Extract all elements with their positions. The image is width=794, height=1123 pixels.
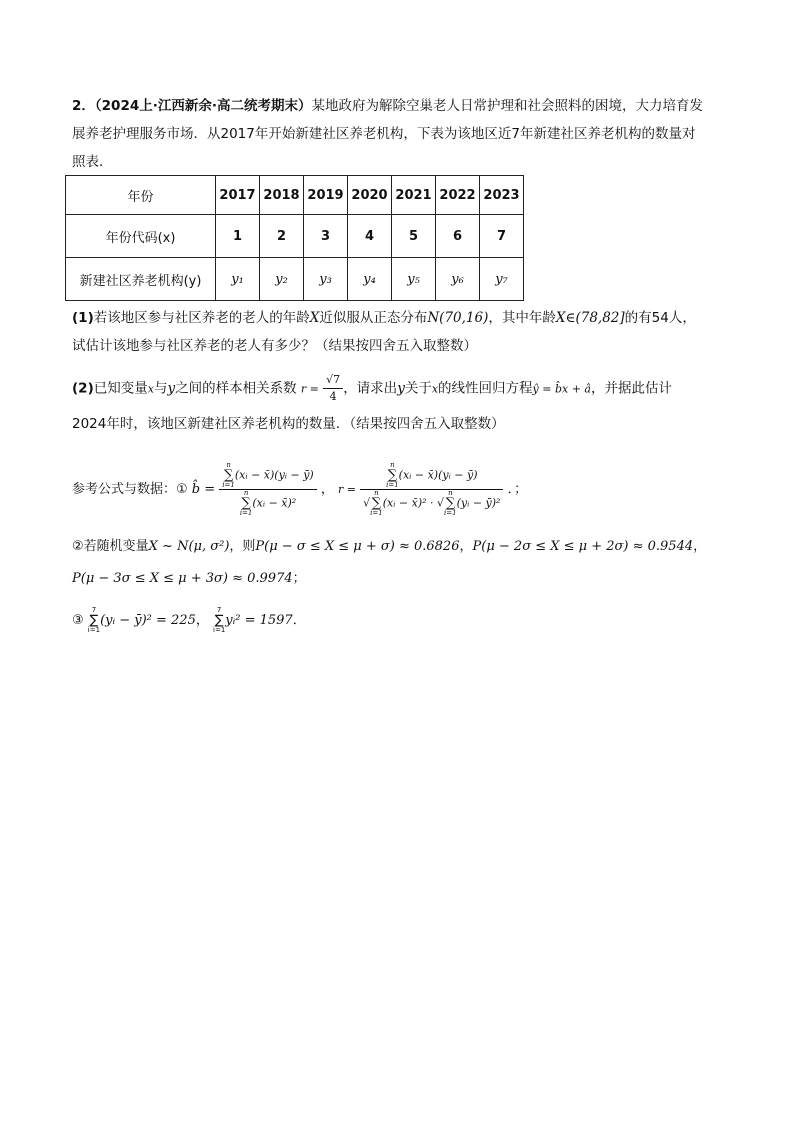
sum-symbol: 7 ∑ i=1 <box>213 606 226 634</box>
b-num-expr: (xᵢ − x̄)(yᵢ − ȳ) <box>234 468 314 482</box>
q2-text: ，并据此估计 <box>590 380 672 397</box>
ref3-label: ③ <box>72 613 84 628</box>
r-den-a: (xᵢ − x̄)² <box>382 496 427 510</box>
q2-var-y: y <box>397 380 405 397</box>
table-cell: 2021 <box>392 176 436 215</box>
question-1-label: (1) <box>72 310 94 326</box>
reference-tail: ．； <box>507 482 528 497</box>
sum-top: 7 <box>91 606 97 614</box>
ref2-end3: ； <box>292 571 306 586</box>
sum-symbol: n ∑ i=1 <box>444 489 457 517</box>
sum-top: n <box>226 461 231 469</box>
r-num-expr: (xᵢ − x̄)(yᵢ − ȳ) <box>398 468 478 482</box>
sum-symbol: n ∑ i=1 <box>239 489 253 517</box>
ref2-prob-2: P(μ − 2σ ≤ X ≤ μ + 2σ) ≈ 0.9544 <box>472 539 694 554</box>
r-numerator <box>360 462 503 490</box>
q2-var-x: x <box>147 382 154 396</box>
reference-normal-line1 <box>72 537 706 557</box>
sum-symbol: n ∑ i=1 <box>386 461 399 489</box>
b-hat-fraction <box>219 462 316 517</box>
table-cell: 2022 <box>436 176 480 215</box>
q1-var: X <box>309 310 320 326</box>
r-denominator: √n ∑ i=1(xᵢ − x̄)² · √n ∑ i=1(yᵢ − ȳ)² <box>363 489 501 517</box>
question-2-line2: 2024年时，该地区新建社区养老机构的数量．（结果按四舍五入取整数） <box>72 416 505 432</box>
table-cell: y₇ <box>480 258 524 301</box>
sum-symbol: n ∑ i=1 <box>222 461 235 489</box>
sum-symbol: n ∑ i=1 <box>370 489 383 517</box>
reference-sums <box>72 606 306 636</box>
sum-top: n <box>390 461 395 469</box>
ref3-sum-2: yᵢ² = 1597 <box>225 613 293 628</box>
table-row-year <box>66 176 524 215</box>
q2-var-y: y <box>167 380 176 397</box>
table-header-count: 新建社区养老机构(y) <box>66 258 216 301</box>
q1-text: 近似服从正态分布 <box>319 310 428 326</box>
table-header-code: 年份代码(x) <box>66 215 216 258</box>
problem-intro-line2: 展养老护理服务市场．从2017年开始新建社区养老机构，下表为该地区近7年新建社区养老机构的数量对 <box>72 126 696 142</box>
ref2-prob-3: P(μ − 3σ ≤ X ≤ μ + 3σ) ≈ 0.9974 <box>72 571 293 586</box>
question-1-line1 <box>72 308 696 328</box>
r-fraction <box>360 462 503 517</box>
q2-text: 关于 <box>404 380 432 397</box>
q1-text: 若该地区参与社区养老的老人的年龄 <box>93 310 310 326</box>
table-cell: 2023 <box>480 176 524 215</box>
ref2-prob-1: P(μ − σ ≤ X ≤ μ + σ) ≈ 0.6826 <box>255 539 460 554</box>
sum-bottom: i=1 <box>213 626 226 634</box>
table-cell: 6 <box>436 215 480 258</box>
sum-bottom: i=1 <box>239 509 253 517</box>
table-cell: y₄ <box>348 258 392 301</box>
q2-r-den: 4 <box>329 390 337 403</box>
ref2-distribution: X ~ N(μ, σ²) <box>148 539 230 554</box>
q2-r-fraction <box>323 372 343 405</box>
problem-intro-line1 <box>72 96 703 116</box>
reference-label: 参考公式与数据：① <box>72 482 188 497</box>
table-cell: y₃ <box>304 258 348 301</box>
sum-bottom: i=1 <box>386 481 399 489</box>
q1-text: ，其中年龄 <box>488 310 556 326</box>
sum-bottom: i=1 <box>222 481 235 489</box>
table-cell: y₆ <box>436 258 480 301</box>
sum-bottom: i=1 <box>444 509 457 517</box>
table-cell: 2 <box>260 215 304 258</box>
ref2-label: ②若随机变量 <box>72 539 149 554</box>
sum-top: n <box>448 489 453 497</box>
table-cell: 2017 <box>216 176 260 215</box>
problem-number: 2． <box>72 98 95 114</box>
table-header-year: 年份 <box>66 176 216 215</box>
table-cell: y₂ <box>260 258 304 301</box>
ref3-end: ． <box>292 613 306 628</box>
b-hat-lhs: b̂ = <box>191 482 216 497</box>
q2-text: 与 <box>153 380 168 397</box>
ref3-sep: ， <box>195 613 209 628</box>
problem-intro-line3: 照表． <box>72 154 113 170</box>
table-cell: 2018 <box>260 176 304 215</box>
q2-text: ，请求出 <box>343 380 398 397</box>
q2-equation: ŷ = b̂x + â <box>532 382 591 396</box>
b-hat-numerator <box>219 462 316 490</box>
table-cell: y₅ <box>392 258 436 301</box>
q2-var-x: x <box>431 382 439 396</box>
sum-symbol: 7 ∑ i=1 <box>87 606 101 634</box>
problem-text: 某地政府为解除空巢老人日常护理和社会照料的困境，大力培育发 <box>311 98 703 114</box>
q1-range: X∈(78,82] <box>555 310 625 326</box>
sum-top: n <box>243 489 249 497</box>
question-1-line2: 试估计该地参与社区养老的老人有多少？（结果按四舍五入取整数） <box>72 338 477 354</box>
q2-r-lhs: r = <box>300 382 319 396</box>
sum-top: 7 <box>216 606 222 614</box>
table-cell: 2019 <box>304 176 348 215</box>
table-cell: 5 <box>392 215 436 258</box>
q2-text: 已知变量 <box>93 380 148 397</box>
table-cell: y₁ <box>216 258 260 301</box>
question-2-line1 <box>72 372 672 405</box>
r-lhs: r = <box>338 483 356 496</box>
q2-r-num: √7 <box>323 372 343 389</box>
table-row-code <box>66 215 524 258</box>
question-2-label: (2) <box>72 380 94 397</box>
q1-text: 的有54人， <box>624 310 696 326</box>
separator: ， <box>320 482 334 497</box>
ref2-end: ， <box>693 539 707 554</box>
table-cell: 4 <box>348 215 392 258</box>
table-cell: 2020 <box>348 176 392 215</box>
table-cell: 1 <box>216 215 260 258</box>
ref2-text: ，则 <box>229 539 256 554</box>
problem-source: （2024上·江西新余·高二统考期末） <box>94 98 312 114</box>
table-cell: 7 <box>480 215 524 258</box>
table-cell: 3 <box>304 215 348 258</box>
sum-bottom: i=1 <box>370 509 383 517</box>
sum-top: n <box>374 489 379 497</box>
reference-formulas <box>72 462 527 518</box>
sum-bottom: i=1 <box>87 626 101 634</box>
r-den-b: (yᵢ − ȳ)² <box>456 496 501 510</box>
q2-text: 之间的样本相关系数 <box>175 380 297 397</box>
ref3-sum-1: (yᵢ − ȳ)² = 225 <box>100 613 196 628</box>
reference-normal-line2 <box>72 569 306 589</box>
b-den-expr: (xᵢ − x̄)² <box>252 496 297 510</box>
q1-distribution: N(70,16) <box>427 310 489 326</box>
q2-text: 的线性回归方程 <box>438 380 533 397</box>
data-table <box>65 175 524 301</box>
ref2-sep: ， <box>459 539 473 554</box>
table-row-count <box>66 258 524 301</box>
b-hat-denominator <box>219 490 316 517</box>
